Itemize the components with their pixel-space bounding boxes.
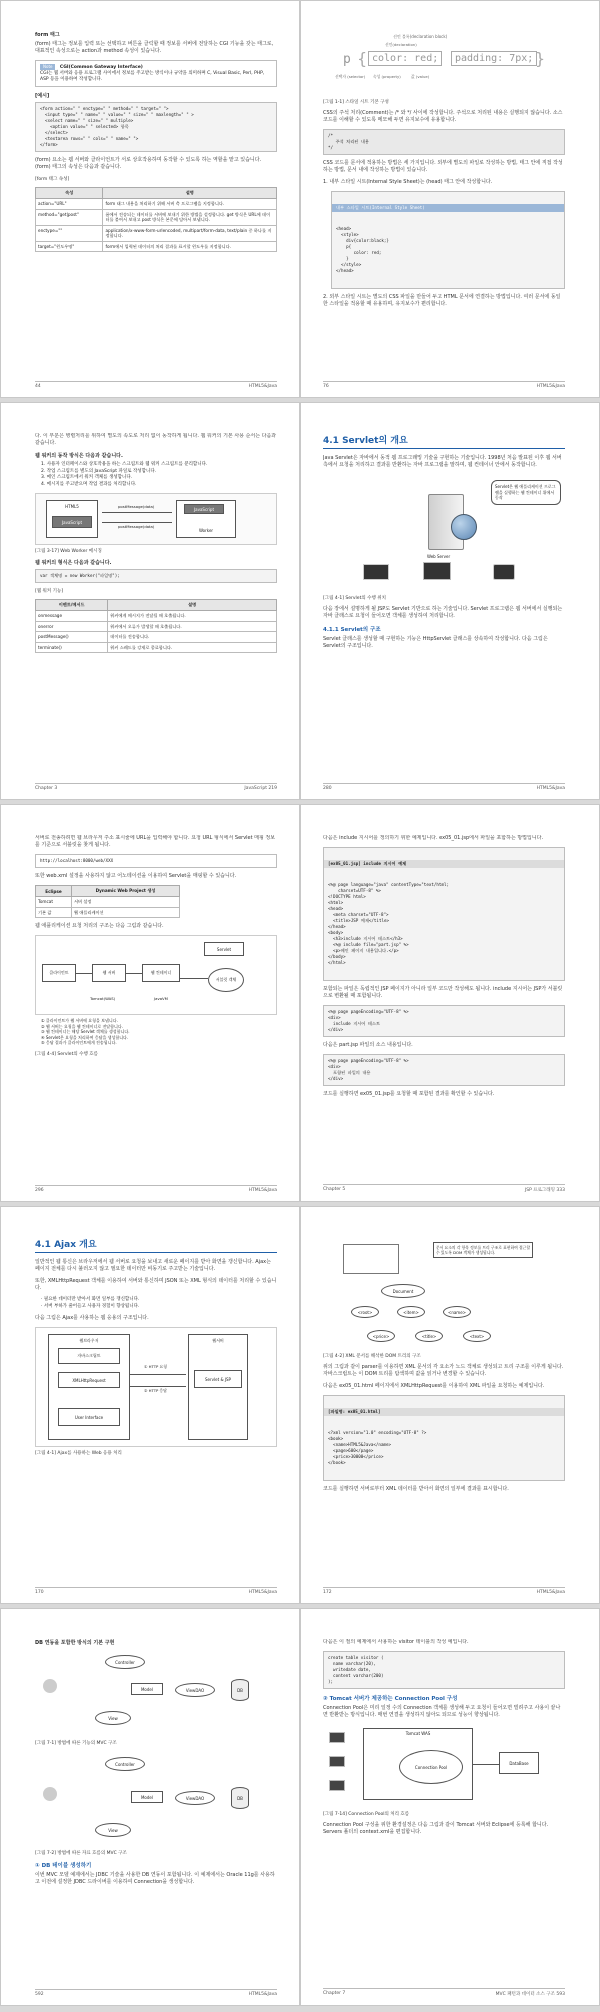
diagram-value: red (414, 53, 433, 64)
callout-bubble: Servlet은 웹 애플리케이션 프로그램을 실행하는 웹 컨테이너 위에서 동작 (491, 480, 561, 505)
section-label: form 태그 (35, 32, 60, 38)
subsection-heading: ① DB 테이블 생성하기 (35, 1863, 92, 1869)
page-593 (300, 1608, 600, 2006)
server-label: 웹서버 (212, 1338, 224, 1343)
dom-tree-diagram (323, 1240, 565, 1350)
page-footer (323, 1988, 565, 1997)
desktop-icon (423, 562, 451, 580)
paragraph: 웹 애플리케이션 요청 처리의 구조는 다음 그림과 같습니다. (35, 923, 164, 929)
paragraph: 서버로 전송하려면 웹 브라우저 주소 표시줄에 URL을 입력해야 합니다. 요청 URL 형식에서 Servlet 매핑 정보를 기준으로 서블릿을 찾게 됩니다. (35, 835, 276, 848)
post-message-label: postMessage(data) (118, 504, 155, 509)
diagram-close-brace: } (535, 49, 546, 68)
diagram-declaration-1: color: red; (368, 51, 442, 66)
table-cell: 워커에게 메시지가 전달될 때 호출됩니다. (108, 611, 277, 622)
viewdao-node: ViewDAO (175, 1683, 215, 1697)
table-caption: [웹 워커 기능] (35, 589, 64, 594)
tablet-icon (493, 564, 515, 580)
user-icon (43, 1787, 57, 1801)
note-tag: Note (40, 64, 55, 70)
tree-node: <name> (443, 1306, 471, 1318)
subsection-heading: 4.1.1 Servlet의 구조 (323, 627, 381, 633)
user-icon (43, 1679, 57, 1693)
page-592 (0, 1608, 300, 2006)
client-pc-icon (329, 1780, 345, 1791)
page-number: 172 (323, 1590, 332, 1595)
spread-2 (0, 402, 600, 804)
book-title: HTML5&Java (248, 384, 277, 389)
web-server-box: 웹 서버 (92, 964, 126, 982)
figure-caption: [그림 7-2] 방법에 따른 자료 흐름의 MVC 구조 (35, 1851, 127, 1856)
book-title: JSP 프로그래밍 333 (524, 1188, 565, 1193)
paragraph: 또한, XMLHttpRequest 객체를 이용하여 서버와 통신하며 JSON 또는 XML 형식의 데이터를 처리할 수 있습니다. (35, 1278, 277, 1291)
table-row (36, 907, 180, 918)
db-label: DB (237, 1687, 243, 1693)
code-body: <?xml version="1.0" encoding="UTF-8" ?> <book> <name>HTML5&Java</name> <page>600</page> <price>30000</price> </book> (328, 1430, 427, 1465)
code-head: [ex05_01.jsp] include 지시어 예제 (324, 860, 564, 868)
table-header: 설명 (103, 188, 277, 199)
page-number: 592 (35, 1992, 44, 1997)
page-footer (35, 1185, 277, 1193)
paragraph: 다음 장에서 설명하게 될 JSP도 Servlet 기반으로 하는 기술입니다. Servlet 프로그램은 웹 서버에서 실행되는 자바 클래스로 요청이 들어오면 객체를 생성하여 처리합니다. (323, 606, 563, 619)
server-label: Web Server (427, 554, 451, 559)
paragraph: Java Servlet은 자바에서 동적 웹 프로그래밍 기술을 구현하는 기술입니다. 1998년 처음 발표된 이후 웹 서버 측에서 요청을 처리하고 결과를 반환하는 자바 프로그램을 말하며, 웹 컨테이너 안에서 동작합니다. (323, 455, 562, 468)
database-box: DataBase (499, 1752, 539, 1774)
figure-caption: [그림 3-17] Web Worker 메시징 (35, 549, 102, 554)
table-row (36, 897, 180, 908)
table-header: 설명 (108, 600, 277, 611)
diagram-open-brace: { (357, 49, 368, 68)
paragraph: Servlet 클래스를 생성할 때 구현하는 기능은 HttpServlet 클래스를 상속하여 작성합니다. 다음 그림은 Servlet의 구조입니다. (323, 636, 548, 649)
diagram-property: color (372, 53, 403, 64)
paragraph: 다. 이 부분은 병렬처리를 위하여 별도의 속도로 처리 없이 동작하게 됩니다. 웹 워커의 기본 사용 순서는 다음과 같습니다. (35, 433, 277, 446)
javascript-box: JavaScript (184, 504, 224, 514)
table-cell: method="get|post" (36, 209, 103, 225)
arrow-right (130, 1374, 186, 1375)
servlet-box: Servlet (204, 942, 244, 956)
table-cell: 기본 값 (36, 907, 72, 918)
paragraph: 다음은 ex05_01.html 페이지에서 XMLHttpRequest를 이용하여 XML 파일을 요청하는 예제입니다. (323, 1383, 545, 1389)
tree-node: <title> (415, 1330, 443, 1342)
table-cell: 워커 스레드를 강제로 종료합니다. (108, 642, 277, 653)
code-body: <head> <style> div{color:black;} p{ color: red; } </style> </head> (336, 226, 389, 273)
mvc-diagram-1 (35, 1649, 277, 1737)
list-item: ② 웹 서버는 요청을 웹 컨테이너로 전달합니다. (41, 1023, 124, 1029)
list-item: ③ 웹 컨테이너는 해당 Servlet 객체를 생성합니다. (41, 1029, 130, 1034)
book-title: HTML5&Java (248, 1188, 277, 1193)
book-title: HTML5&Java (536, 384, 565, 389)
tree-node: <price> (367, 1330, 395, 1342)
page-number: 44 (35, 384, 41, 389)
code-label: [예시] (35, 93, 50, 99)
step-list (41, 462, 277, 488)
paragraph: 코드를 실행하면 서버로부터 XML 데이터를 받아서 화면의 일부에 결과를 표시합니다. (323, 1486, 509, 1492)
list-item: 2. 작업 스크립트를 별도의 JavaScript 파일로 작성합니다. (41, 468, 157, 474)
table-header: Dynamic Web Project 생성 (71, 886, 179, 897)
viewdao-node: ViewDAO (175, 1791, 215, 1805)
page-333 (300, 804, 600, 1202)
diagram-bottom-label: 값 (value) (411, 74, 430, 79)
controller-node: Controller (105, 1655, 145, 1669)
tree-node: <text> (463, 1330, 491, 1342)
note-title: CGI(Common Gateway Interface) (59, 65, 143, 70)
table-header: 이벤트/메서드 (36, 600, 108, 611)
diagram-declaration-2: padding: 7px; (451, 51, 537, 66)
book-title: JavaScript 219 (244, 786, 277, 791)
table-row (36, 611, 277, 622)
worker-label: Worker (198, 528, 214, 533)
table-cell: 폼에서 전송되는 데이터를 서버에 보내기 위한 방법을 설정합니다. get 방식은 URL에 데이터를 붙여서 보내고 post 방식은 본문에 담아서 보냅니다. (103, 209, 277, 225)
model-box: Model (131, 1791, 163, 1803)
figure-caption: [그림 1-1] 스타일 시트 기본 구성 (323, 100, 389, 105)
book-title: HTML5&Java (248, 1590, 277, 1595)
code-block (323, 847, 565, 981)
post-message-label: postMessage(data) (118, 524, 155, 529)
client-pc-icon (329, 1756, 345, 1767)
table-cell: application/x-www-form-urlencoded, multipart/form-data, text/plain 중 하나를 지정합니다. (103, 225, 277, 241)
note-text: CGI는 웹 서버와 응용 프로그램 사이에서 정보를 주고받는 방식이나 규약을 의미하며 C, Visual Basic, Perl, PHP, ASP 등을 이용하여 작성합니다. (40, 71, 265, 82)
paragraph: 다음은 이 절의 예제에서 사용하는 visitor 테이블의 작성 예입니다. (323, 1639, 469, 1645)
diagram-bottom-label: 선택자 (selector) (335, 74, 366, 79)
figure-caption: [그림 7-1] 방법에 따른 기능의 MVC 구조 (35, 1741, 117, 1746)
book-title: MVC 패턴과 데이터 소스 구조 593 (495, 1992, 565, 1997)
page-219 (0, 402, 300, 800)
page-280 (300, 402, 600, 800)
paragraph: 일반적인 웹 통신은 브라우저에서 웹 서버로 요청을 보내고 새로운 페이지를 받아 화면을 갱신합니다. Ajax는 페이지 전체를 다시 불러오지 않고 필요한 데이터만 비동기로 주고받는 기술입니다. (35, 1259, 271, 1272)
page-number: 296 (35, 1188, 44, 1193)
figure-caption: [그림 7-14] Connection Pool의 처리 흐름 (323, 1812, 410, 1817)
list-item: 4. 메시지를 주고받으며 작업 결과를 처리합니다. (41, 481, 137, 487)
code-head: 내부 스타일 시트(Internal Style Sheet) (332, 204, 564, 212)
code-block: <%@ page pageEncoding="UTF-8" %> <div> include 지시어 테스트 </div> (323, 1005, 565, 1037)
servlet-flow-diagram (35, 935, 277, 1015)
table-row (36, 642, 277, 653)
table-cell: action="URL" (36, 199, 103, 210)
spread-3 (0, 804, 600, 1206)
list-item: 3. 메인 스크립트에서 워커 객체를 생성합니다. (41, 475, 133, 480)
globe-icon (451, 514, 477, 540)
table-row (36, 621, 277, 632)
table-row (36, 241, 277, 252)
db-label: DB (237, 1795, 243, 1801)
model-box: Model (131, 1683, 163, 1695)
table-row (36, 632, 277, 643)
arrow (126, 973, 142, 974)
servlet-box: Servlet & JSP (194, 1370, 242, 1388)
code-block: <%@ page pageEncoding="UTF-8" %> <div> 포함된 파일의 내용 </div> (323, 1054, 565, 1086)
request-label: ① HTTP 요청 (144, 1364, 167, 1369)
chapter-label: Chapter 5 (323, 1187, 346, 1192)
connection-pool-node: Connection Pool (399, 1750, 463, 1784)
document-node: Document (381, 1284, 425, 1298)
javascript-box: JavaScript (52, 516, 92, 528)
paragraph: 2. 외부 스타일 시트는 별도의 CSS 파일을 만들어 두고 HTML 문서에 연결하는 방법입니다. 여러 문서에 동일한 스타일을 적용할 때 유용하며, 유지보수가 편리합니다. (323, 294, 561, 307)
page-footer (323, 1587, 565, 1595)
flow-notes (41, 1018, 277, 1046)
xhr-box: XMLHttpRequest (58, 1372, 120, 1388)
table-caption: [form 태그 속성] (35, 177, 70, 182)
note-box (35, 60, 277, 87)
controller-node: Controller (105, 1757, 145, 1771)
laptop-icon (363, 564, 389, 580)
view-node: View (95, 1823, 131, 1837)
paragraph: (form) 태그는 정보를 입력 또는 선택하고 버튼을 클릭할 때 정보를 서버에 전달하는 CGI 기능을 갖는 태그로, 대표적인 속성으로는 action과 method 속성이 있습니다. (35, 41, 274, 54)
page-170 (0, 1206, 300, 1604)
table-cell: postMessage() (36, 632, 108, 643)
bullet: 1. 내부 스타일 시트(Internal Style Sheet)는 (head) 태그 안에 작성합니다. (323, 179, 493, 185)
code-block (323, 1395, 565, 1481)
table-cell: 웹 애플리케이션 (71, 907, 179, 918)
figure-caption: [그림 4-4] Servlet의 수행 흐름 (35, 1051, 98, 1057)
page-296 (0, 804, 300, 1202)
arrow-left (130, 1386, 186, 1387)
bullet: CSS 코드를 문서에 적용하는 방법은 세 가지입니다. 외부에 별도의 파일로 작성하는 방법, 태그 안에 직접 작성하는 방법, 문서 내에 작성하는 방법이 있습니다. (323, 160, 563, 173)
section-heading: 4.1 Servlet의 개요 (323, 433, 565, 449)
code-block: create table visitor ( name varchar(20), writedate date, content varchar(200) ); (323, 1651, 565, 1689)
table-cell: enctype="" (36, 225, 103, 241)
response-label: ② HTTP 응답 (144, 1388, 167, 1393)
ajax-architecture-diagram (35, 1327, 277, 1447)
page-number: 76 (323, 384, 329, 389)
list-item: ① 클라이언트가 웹 서버에 요청을 보냅니다. (41, 1018, 118, 1023)
tree-node: <item> (397, 1306, 425, 1318)
arrow (76, 973, 92, 974)
page-footer (323, 1184, 565, 1193)
figure-caption: [그림 4-1] Servlet의 수행 위치 (323, 596, 386, 601)
code-body: <%@ page language="java" contentType="text/html; charset=UTF-8" %> <!DOCTYPE html> <html> <head> <meta charset="UTF-8"> <title>JSP 예제</title> </head> <body> <h3>include 지시어 테스트</h3> <%@ include file="part.jsp" %> <p>메인 페이지 내용입니다.</p> </body> </html> (328, 882, 450, 965)
diagram-declaration-label: 선언(declaration) (385, 42, 417, 47)
diagram-bottom-label: 속성 (property) (373, 74, 401, 79)
paragraph: 다음은 part.jsp 파일의 소스 내용입니다. (323, 1042, 413, 1048)
list-item: · 서버 부하가 줄어들고 사용자 경험이 향상됩니다. (41, 1303, 140, 1309)
worker-table (35, 599, 277, 653)
dom-callout: 문서 요소의 각 항목 정보를 트리 구조로 표현하여 접근할 수 있도록 DOM 객체가 생성됩니다. (433, 1242, 533, 1258)
spread-5 (0, 1608, 600, 2010)
paragraph: 위의 그림과 같이 parser를 이용하면 XML 문서의 각 요소가 노드 객체로 생성되고 트리 구조를 이루게 됩니다. 자바스크립트는 이 DOM 트리를 탐색하며 값을 읽거나 변경할 수 있습니다. (323, 1364, 564, 1377)
table-cell: 데이터를 전송합니다. (108, 632, 277, 643)
diagram-selector: p (343, 52, 351, 67)
list-item: ⑤ 응답 결과가 클라이언트에게 전송됩니다. (41, 1040, 117, 1045)
javavm-label: JavaVM (154, 996, 168, 1001)
bullet-list (41, 1297, 277, 1310)
servlet-object-node: 서블릿 객체 (208, 968, 244, 992)
table-cell: form에서 입력된 데이터의 처리 결과를 표시할 윈도우를 지정합니다. (103, 241, 277, 252)
spread-1 (0, 0, 600, 402)
xml-doc-icon (343, 1244, 399, 1274)
diagram-top-label: 선언 블록(declaration block) (393, 34, 448, 39)
page-number: 170 (35, 1590, 44, 1595)
figure-caption: [그림 4-2] XML 문서를 해석한 DOM 트리의 구조 (323, 1354, 421, 1359)
paragraph: 코드를 실행하면 ex05_01.jsp를 요청할 때 포함된 결과를 확인할 수 있습니다. (323, 1091, 495, 1097)
paragraph: Connection Pool 구성을 위한 환경설정은 다음 그림과 같이 Tomcat 서버와 Eclipse에 등록해 합니다. Servers 폴더의 context.xml을 편집합니다. (323, 1822, 549, 1835)
table-cell: 워커에서 오류가 발생할 때 호출됩니다. (108, 621, 277, 632)
paragraph: Connection Pool은 미리 일정 수의 Connection 객체를 생성해 두고 요청이 들어오면 빌려주고 사용이 끝나면 반환받는 방식입니다. 매번 연결을 생성하지 않아도 되므로 성능이 향상됩니다. (323, 1705, 561, 1718)
css-syntax-diagram (323, 34, 565, 96)
figure-caption: [그림 4-1] Ajax를 사용하는 Web 응용 처리 (35, 1451, 122, 1456)
subsection-heading: ② Tomcat 서버가 제공하는 Connection Pool 구성 (323, 1696, 458, 1702)
project-table (35, 885, 180, 918)
table-row (36, 199, 277, 210)
paragraph: 다음 그림은 Ajax를 사용하는 웹 응용의 구조입니다. (35, 1315, 149, 1321)
servlet-location-figure (323, 474, 565, 592)
page-footer (35, 783, 277, 791)
attribute-table (35, 187, 277, 252)
arrow (180, 978, 208, 979)
spread-4 (0, 1206, 600, 1608)
page-footer (323, 381, 565, 389)
code-block: /* 주석 처리된 내용 */ (323, 129, 565, 155)
code-block: var 객체명 = new Worker("파일명"); (35, 569, 277, 583)
paragraph: CSS의 주석 처리(Comment)는 /* 와 */ 사이에 작성합니다. 주석으로 처리된 내용은 실행되지 않습니다. 소스 코드를 이해할 수 있도록 메모해 두면 유지보수에 유용합니다. (323, 110, 563, 123)
paragraph: 이번 MVC 모델 예제에서는 JDBC 기술을 사용한 DB 연동이 포함됩니다. 이 예제에서는 Oracle 11g를 사용하고 이전에 설정한 JDBC 드라이버를 이용하여 Connection을 생성합니다. (35, 1872, 275, 1885)
table-cell: Tomcat (36, 897, 72, 908)
page-76 (300, 0, 600, 398)
web-worker-diagram (35, 493, 277, 545)
paragraph: (form) 요소는 웹 서버와 클라이언트가 서로 상호작용하며 동작할 수 있도록 하는 역할을 맡고 있습니다. (form) 태그의 속성은 다음과 같습니다. (35, 157, 262, 170)
page-footer (35, 1587, 277, 1595)
tomcat-label: Tomcat(WAS) (90, 996, 116, 1001)
paragraph: 다음은 include 지시어를 정의하기 위한 예제입니다. ex05_01.jsp에서 파일을 포함하는 방법입니다. (323, 835, 544, 841)
html5-label: HTML5 (65, 504, 79, 509)
arrow-right (102, 512, 172, 513)
page-number: 280 (323, 786, 332, 791)
table-cell: target="윈도우명" (36, 241, 103, 252)
section-heading: 4.1 Ajax 개요 (35, 1237, 277, 1253)
diagram-value: 7px (509, 53, 528, 64)
book-title: HTML5&Java (536, 786, 565, 791)
mvc-diagram-2 (35, 1751, 277, 1847)
top-label: DB 연동을 포함한 방식의 기본 구현 (35, 1640, 115, 1646)
diagram-property: padding (455, 53, 498, 64)
page-172 (300, 1206, 600, 1604)
page-footer (323, 783, 565, 791)
table-header: 속성 (36, 188, 103, 199)
web-container-box: 웹 컨테이너 (142, 964, 180, 982)
page-44 (0, 0, 300, 398)
javascript-box: 자바스크립트 (58, 1348, 120, 1364)
client-box: 클라이언트 (42, 964, 76, 982)
paragraph: 또한 web.xml 설정을 사용하지 않고 어노테이션을 이용하여 Servlet을 매핑할 수 있습니다. (35, 873, 237, 879)
list-item: 1. 사용자 인터페이스와 상호작용을 하는 스크립트와 웹 워커 스크립트를 분리합니다. (41, 462, 208, 467)
client-pc-icon (329, 1732, 345, 1743)
db-icon (231, 1787, 249, 1809)
view-node: View (95, 1711, 131, 1725)
code-head: [파일명: ex05_01.html] (324, 1408, 564, 1416)
table-cell: terminate() (36, 642, 108, 653)
table-cell: onmessage (36, 611, 108, 622)
table-row (36, 209, 277, 225)
page-footer (35, 1989, 277, 1997)
list-heading: 웹 워커의 동작 방식은 다음과 같습니다. (35, 453, 123, 459)
browser-label: 웹브라우저 (79, 1338, 99, 1343)
book-title: HTML5&Java (248, 1992, 277, 1997)
table-cell: 서버 설정 (71, 897, 179, 908)
list-item: ④ Servlet은 요청을 처리하여 응답을 생성합니다. (41, 1034, 129, 1040)
chapter-label: Chapter 3 (35, 786, 58, 791)
tree-node: <root> (351, 1306, 379, 1318)
table-cell: form 태그 내용을 처리하기 위해 서버 측 프로그램을 지정합니다. (103, 199, 277, 210)
book-title: HTML5&Java (536, 1590, 565, 1595)
table-cell: onerror (36, 621, 108, 632)
arrow-left (102, 522, 172, 523)
arrow (473, 1764, 499, 1765)
list-item: · 필요한 데이터만 받아서 화면 일부를 갱신합니다. (41, 1297, 140, 1302)
list-heading: 웹 워커의 형식은 다음과 같습니다. (35, 560, 112, 566)
table-row (36, 225, 277, 241)
chapter-label: Chapter 7 (323, 1991, 346, 1996)
code-block: <form action=" " enctype=" " method=" " target=" "> <input type=" " name=" " value=" " size=" " maxlength=" " > <select name=" " size=" " multiple> <option value=" " selected> 항목 </select> <textarea rows=" " cols=" " name=" "> </form> (35, 102, 277, 152)
paragraph: 포함되는 파일은 독립적인 JSP 페이지가 아니라 일부 코드만 작성해도 됩니다. include 지시어는 JSP가 서블릿으로 변환될 때 포함됩니다. (323, 986, 563, 999)
tomcat-label: Tomcat WAS (405, 1731, 431, 1736)
page-footer (35, 381, 277, 389)
code-block (331, 191, 565, 289)
connection-pool-diagram (323, 1724, 565, 1808)
db-icon (231, 1679, 249, 1701)
url-box: http://localhost:8000/web/XXX (35, 854, 277, 868)
ui-box: User Interface (58, 1408, 120, 1426)
table-header: Eclipse (36, 886, 72, 897)
